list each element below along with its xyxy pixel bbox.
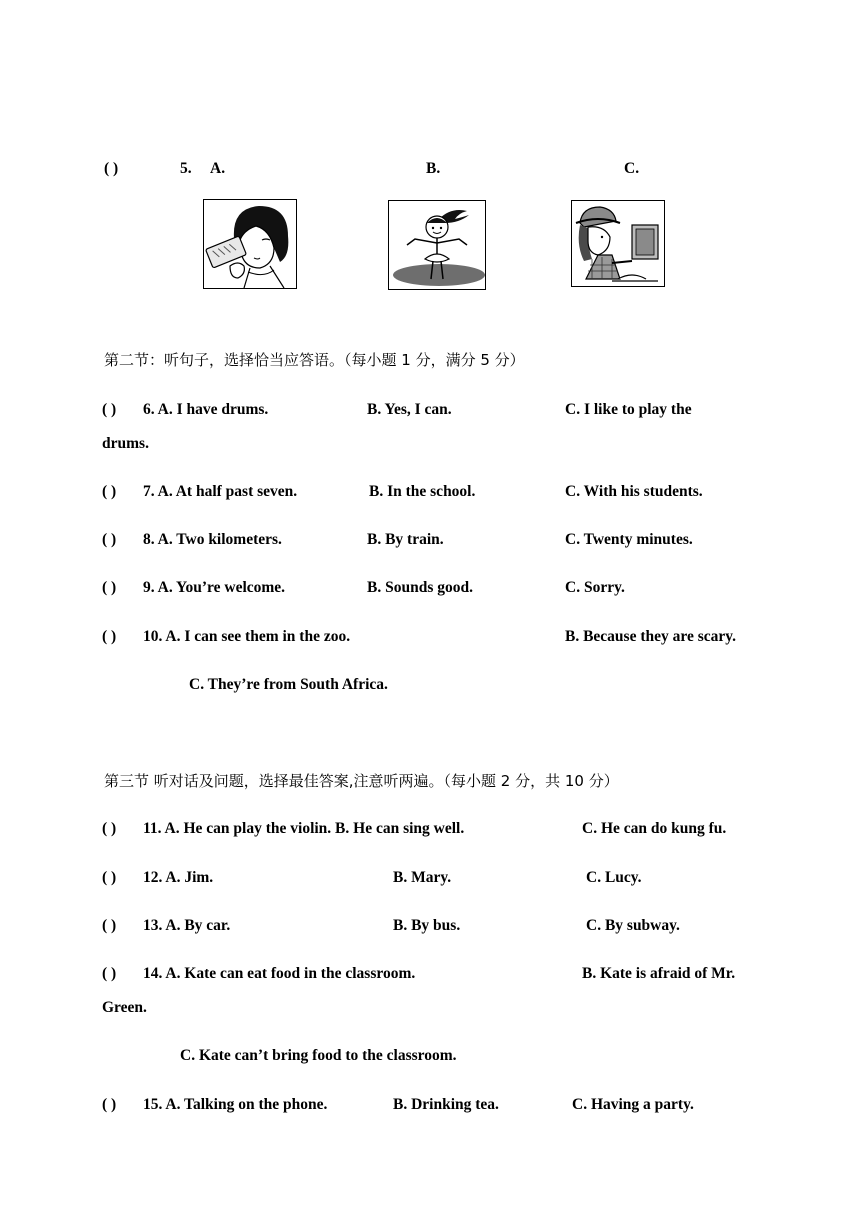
answer-paren: ( ) (102, 579, 117, 596)
option-a: 6. A. I have drums. (143, 401, 269, 418)
option-b: B. Sounds good. (367, 579, 473, 596)
answer-paren: ( ) (102, 401, 117, 418)
girl-dancing-icon (388, 200, 486, 290)
options-a-b: 11. A. He can play the violin. B. He can sing well. (143, 820, 465, 837)
option-a: 8. A. Two kilometers. (143, 531, 282, 548)
option-a: 14. A. Kate can eat food in the classroom. (143, 965, 416, 982)
option-a: 13. A. By car. (143, 917, 231, 934)
option-b-continued: Green. (102, 999, 147, 1016)
option-c: C. He can do kung fu. (582, 820, 727, 837)
option-c-continued: drums. (102, 435, 149, 452)
option-a: 7. A. At half past seven. (143, 483, 298, 500)
answer-paren: ( ) (102, 483, 117, 500)
section-heading: 第三节 听对话及问题，选择最佳答案,注意听两遍。（每小题 2 分，共 10 分） (104, 772, 619, 790)
option-c: C. They’re from South Africa. (189, 676, 388, 693)
answer-paren: ( ) (102, 869, 117, 886)
option-b-label: B. (426, 160, 441, 177)
option-c: C. Sorry. (565, 579, 625, 596)
option-c-label: C. (624, 160, 640, 177)
option-b: B. Mary. (393, 869, 452, 886)
answer-paren: ( ) (102, 820, 117, 837)
answer-paren: ( ) (102, 1096, 117, 1113)
answer-paren: ( ) (104, 160, 119, 177)
answer-paren: ( ) (102, 965, 117, 982)
girl-drinking-icon (203, 199, 297, 289)
option-b: B. In the school. (369, 483, 476, 500)
option-c: C. Kate can’t bring food to the classroom. (180, 1047, 457, 1064)
girl-reading-icon (571, 200, 665, 287)
option-c: C. Having a party. (572, 1096, 694, 1113)
option-b: B. By bus. (393, 917, 461, 934)
section-heading: 第二节：听句子，选择恰当应答语。（每小题 1 分，满分 5 分） (104, 351, 525, 369)
option-c: C. With his students. (565, 483, 703, 500)
answer-paren: ( ) (102, 628, 117, 645)
option-b: B. Yes, I can. (367, 401, 452, 418)
option-b: B. By train. (367, 531, 444, 548)
option-b: B. Because they are scary. (565, 628, 737, 645)
option-a: 15. A. Talking on the phone. (143, 1096, 328, 1113)
option-c: C. By subway. (586, 917, 680, 934)
option-b: B. Drinking tea. (393, 1096, 499, 1113)
option-c: C. I like to play the (565, 401, 692, 418)
option-c: C. Lucy. (586, 869, 642, 886)
question-number: 5. (180, 160, 192, 177)
option-a-label: A. (210, 160, 226, 177)
option-a: 12. A. Jim. (143, 869, 214, 886)
option-b: B. Kate is afraid of Mr. (582, 965, 736, 982)
option-a: 9. A. You’re welcome. (143, 579, 286, 596)
option-c: C. Twenty minutes. (565, 531, 693, 548)
answer-paren: ( ) (102, 531, 117, 548)
answer-paren: ( ) (102, 917, 117, 934)
option-a: 10. A. I can see them in the zoo. (143, 628, 351, 645)
